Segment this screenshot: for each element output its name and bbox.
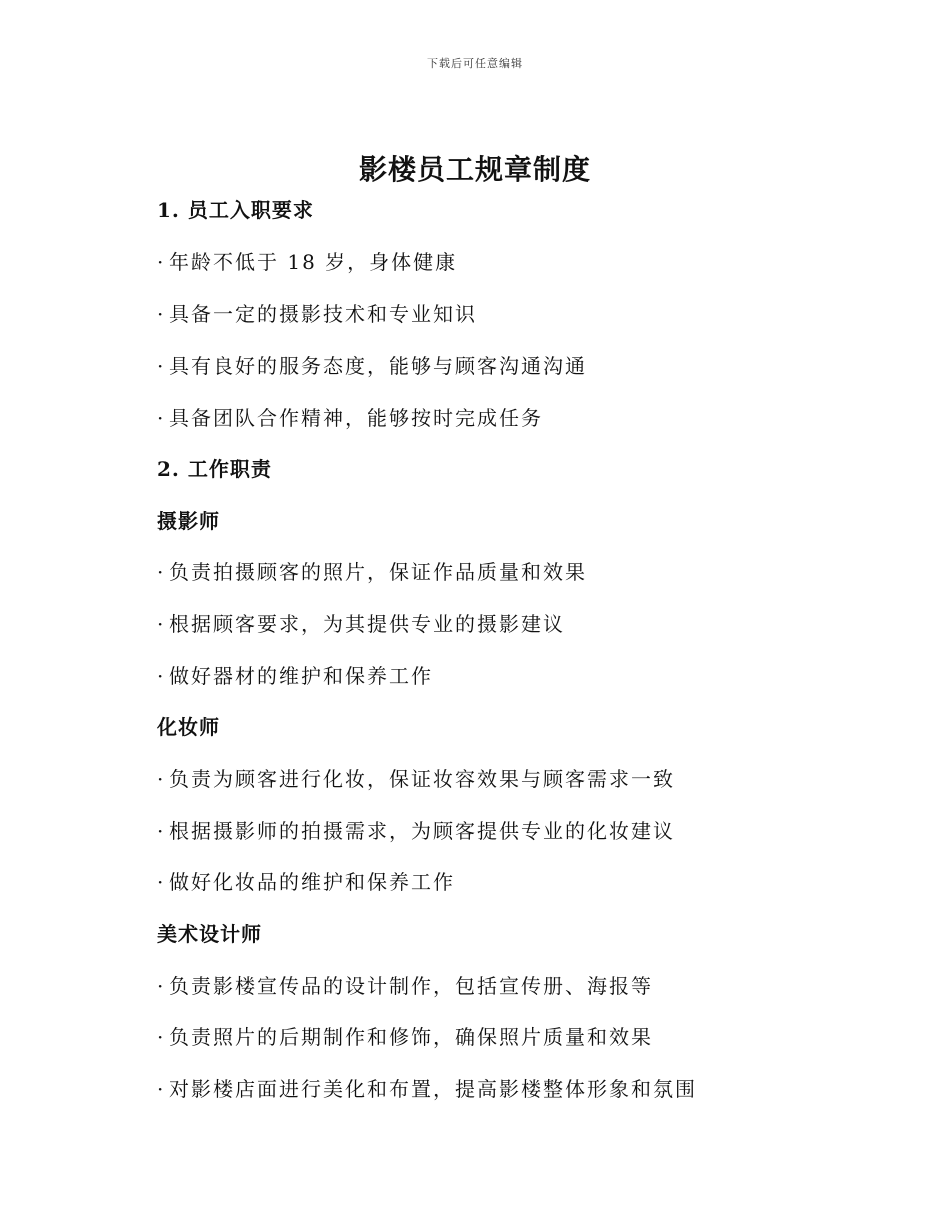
list-item: · 对影楼店面进行美化和布置，提高影楼整体形象和氛围 (157, 1077, 697, 1101)
bullet-icon: · (157, 1025, 166, 1049)
list-item: · 根据顾客要求，为其提供专业的摄影建议 (157, 612, 565, 636)
bullet-icon: · (157, 767, 166, 791)
section-heading: 1. 员工入职要求 (157, 198, 314, 222)
bullet-icon: · (157, 1077, 166, 1101)
bullet-icon: · (157, 406, 166, 430)
list-item: · 具备一定的摄影技术和专业知识 (157, 302, 477, 326)
list-item: · 负责拍摄顾客的照片，保证作品质量和效果 (157, 560, 587, 584)
bullet-icon: · (157, 302, 166, 326)
header-note: 下载后可任意编辑 (427, 57, 523, 70)
list-item: · 年龄不低于 18 岁，身体健康 (157, 250, 458, 274)
list-item: · 根据摄影师的拍摄需求，为顾客提供专业的化妆建议 (157, 819, 675, 843)
bullet-icon: · (157, 250, 166, 274)
section-heading: 2. 工作职责 (157, 457, 272, 481)
bullet-icon: · (157, 560, 166, 584)
bullet-icon: · (157, 664, 166, 688)
document-title: 影楼员工规章制度 (358, 153, 591, 186)
list-item: · 做好化妆品的维护和保养工作 (157, 870, 455, 894)
list-item: · 负责为顾客进行化妆，保证妆容效果与顾客需求一致 (157, 767, 675, 791)
bullet-icon: · (157, 974, 166, 998)
list-item: · 负责影楼宣传品的设计制作，包括宣传册、海报等 (157, 974, 653, 998)
list-item: · 具有良好的服务态度，能够与顾客沟通沟通 (157, 354, 587, 378)
list-item: · 做好器材的维护和保养工作 (157, 664, 433, 688)
bullet-icon: · (157, 612, 166, 636)
bullet-icon: · (157, 870, 166, 894)
bullet-icon: · (157, 354, 166, 378)
role-heading: 摄影师 (157, 509, 220, 533)
role-heading: 化妆师 (157, 715, 220, 739)
list-item: · 负责照片的后期制作和修饰，确保照片质量和效果 (157, 1025, 653, 1049)
bullet-icon: · (157, 819, 166, 843)
role-heading: 美术设计师 (157, 922, 262, 946)
list-item: · 具备团队合作精神，能够按时完成任务 (157, 406, 543, 430)
